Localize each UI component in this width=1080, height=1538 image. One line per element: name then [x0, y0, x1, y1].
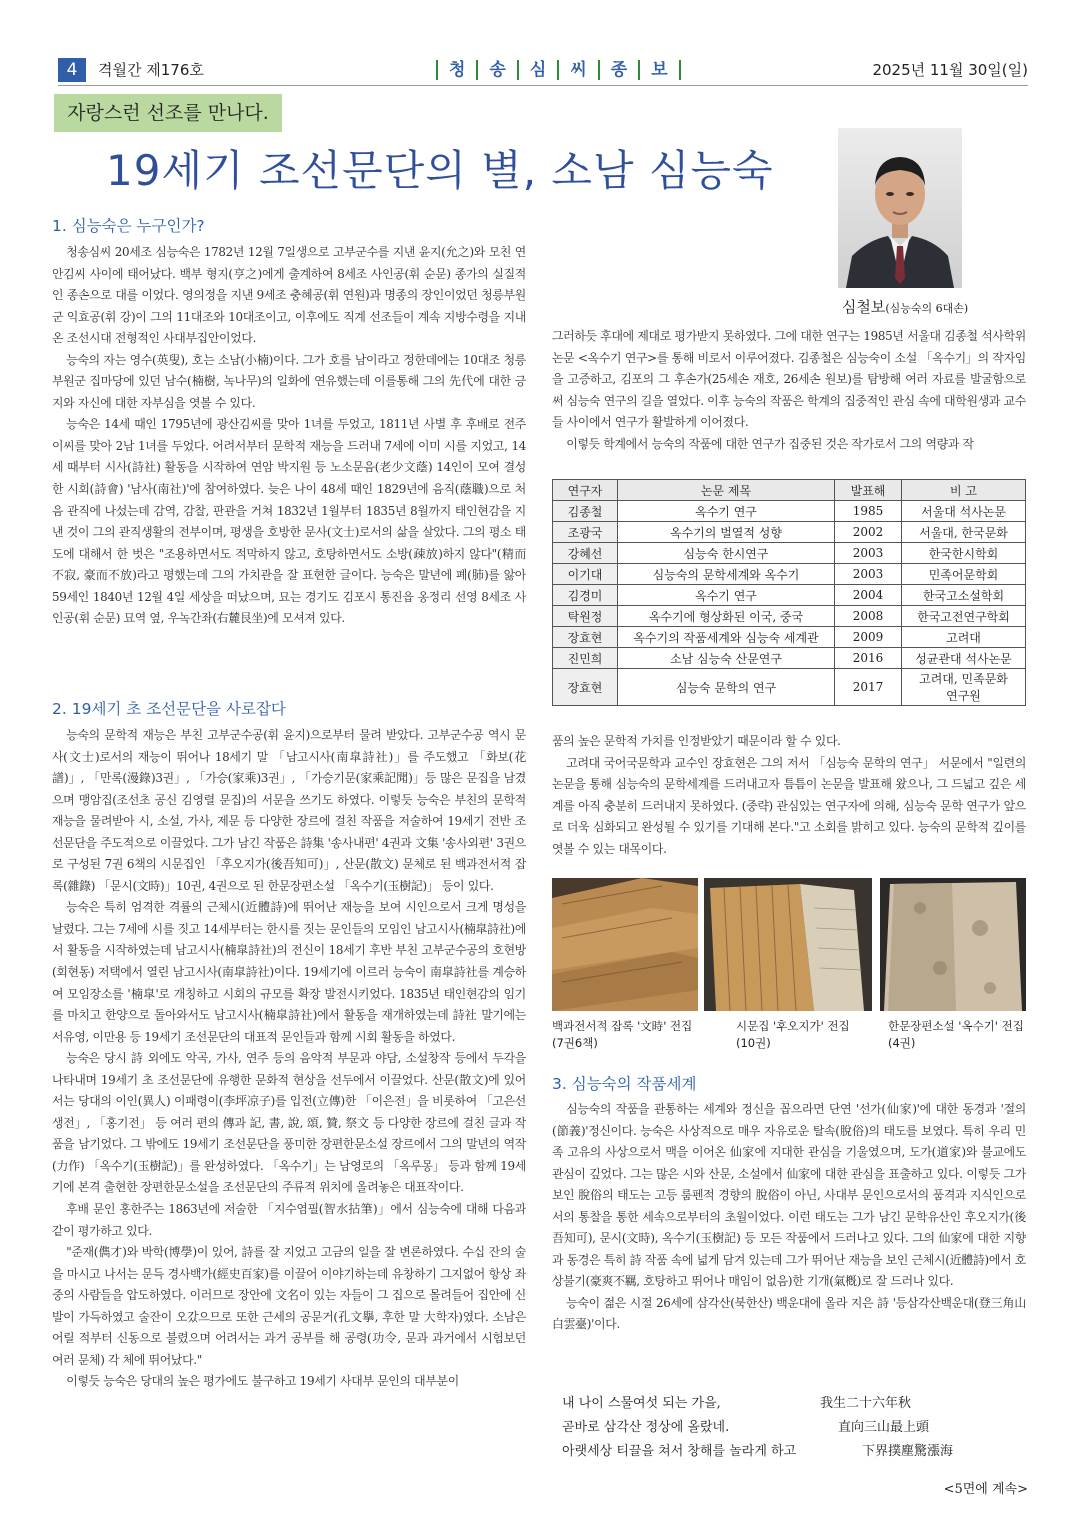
- research-table: [552, 479, 1026, 706]
- table-cell: 옥수기 연구: [618, 585, 835, 606]
- section-2-body: [52, 725, 526, 1393]
- table-row: [553, 543, 1026, 564]
- table-cell: 고려대, 민족문화연구원: [902, 669, 1026, 706]
- table-cell: 조광국: [553, 522, 618, 543]
- table-cell: 탁원정: [553, 606, 618, 627]
- page-header: [58, 58, 1028, 84]
- masthead-char: 심: [517, 60, 557, 80]
- table-cell: 심능숙의 문학세계와 옥수기: [618, 564, 835, 585]
- paragraph: 능숙은 특히 엄격한 격률의 근체시(近體詩)에 뛰어난 재능을 보여 시인으로서 크게 명성을 날렸다. 그는 7세에 시를 짓고 14세부터는 한시를 짓는 문인들의 모임인 남고시사(楠皐詩社)에서 활동을 시작하였는데 남고시사(楠皐詩社)의 전신이 18세기 후반 부친 고부군수공의 호현방(회현동) 저택에서 열린 남고시사(南皐詩社)이다. 19세기에 이르러 능숙이 南皐詩社를 계승하여 모임장소를 '楠皐'로 개칭하고 시회의 규모를 확장 발전시키었다. 1835년 태인현감의 임기를 마치고 한양으로 돌아와서도 남고시사(楠皐詩社)에서 활동을 재개하였는데 詩社 말기에는 서유영, 이만용 등 19세기 조선문단의 대표적 문인들과 함께 시회 활동을 하였다.: [52, 900, 526, 1044]
- masthead-char: 청: [436, 60, 476, 80]
- table-header: 연구자: [553, 480, 618, 501]
- table-cell: 장효현: [553, 627, 618, 648]
- paragraph: 이렇듯 능숙은 당대의 높은 평가에도 불구하고 19세기 사대부 문인의 대부분이: [66, 1374, 459, 1389]
- photo-caption: 백과전서적 잡록 '文時' 전집 (7권6책): [552, 1019, 693, 1050]
- continued-note: <5면에 계속>: [943, 1482, 1028, 1497]
- table-cell: 고려대: [902, 627, 1026, 648]
- author-photo: [838, 128, 962, 288]
- left-column: [52, 214, 526, 1494]
- poem-line: 下界撲塵驚漲海: [862, 1444, 954, 1459]
- table-cell: 2009: [835, 627, 902, 648]
- table-cell: 옥수기 연구: [618, 501, 835, 522]
- table-cell: 2003: [835, 543, 902, 564]
- table-cell: 이기대: [553, 564, 618, 585]
- author-caption: [820, 296, 990, 317]
- section-3-title: 3. 심능숙의 작품세계: [552, 1075, 697, 1093]
- photo-caption: 한문장편소설 '옥수기' 전집(4권): [888, 1019, 1024, 1050]
- quote-paragraph: "준재(儁才)와 박학(博學)이 있어, 詩를 잘 지었고 고금의 일을 잘 변론하였다. 수십 잔의 술을 마시고 나서는 문득 경사백가(經史百家)를 이끌어 이야기하는데 유창하기 그지없어 항상 좌중의 사람들을 압도하였다. 이러므로 장안에 文名이 있는 자들이 그 집으로 몰려들어 집안에 신발이 가득하였고 술잔이 오갔으므로 또한 근세의 공문거(孔文擧, 후한 말 大학자)였다. 소남은 어릴 적부터 신동으로 불렸으며 어려서는 과거 공부를 해 공령(功令, 문과 과거에서 시험보던 여러 문체) 각 체에 뛰어났다.": [52, 1245, 526, 1367]
- book-photo-2: [704, 878, 872, 1011]
- table-cell: 2017: [835, 669, 902, 706]
- paragraph: 능숙이 젊은 시절 26세에 삼각산(북한산) 백운대에 올라 지은 詩 '등삼각산백운대(登三角山白雲臺)'이다.: [552, 1295, 1026, 1332]
- paragraph: 능숙의 자는 영수(英叟), 호는 소남(小楠)이다. 그가 호를 남이라고 정한데에는 10대조 청릉부원군 집마당에 있던 남수(楠樹, 녹나무)의 일화에 연유했는데 이를통해 그의 先代에 대한 긍지와 자신에 대한 자부심을 엿볼 수 있다.: [52, 352, 526, 410]
- table-cell: 2003: [835, 564, 902, 585]
- table-row: [553, 606, 1026, 627]
- paragraph: 품의 높은 문학적 가치를 인정받았기 때문이라 할 수 있다.: [552, 734, 841, 748]
- table-cell: 소남 심능숙 산문연구: [618, 648, 835, 669]
- paragraph: 심능숙의 작품을 관통하는 세계와 정신을 꼽으라면 단연 '선가(仙家)'에 대한 동경과 '절의(節義)'정신이다. 능숙은 사상적으로 매우 자유로운 탈속(脫俗)의 태도를 보였다. 특히 우리 민족 고유의 사상으로서 맥을 이어온 仙家에 지대한 관심을 기울였으며, 도가(道家)와 불교에도 관심이 깊었다. 그는 많은 시와 산문, 소설에서 仙家에 대한 관심을 표출하고 있다. 이렇듯 그가 보인 脫俗의 태도는 고등 룸펜적 경향의 脫俗이 아닌, 사대부 문인으로서의 품격과 지식인으로서의 통찰을 통한 세속으로부터의 초월이었다. 이런 태도는 그가 남긴 문학유산인 후오지가(後吾知可), 문시(文時), 옥수기(玉樹記) 등 모든 작품에서 드러나고 있다. 그의 仙家에 대한 지향과 동경은 특히 詩 작품 속에 넓게 담겨 있는데 그가 뛰어난 재능을 보인 근체시(近體詩)에서 호상불기(豪爽不羈, 호탕하고 뛰어나 매임이 없음)한 기개(氣槪)로 잘 드러나 있다.: [552, 1102, 1026, 1289]
- section-1-title: 1. 심능숙은 누구인가?: [52, 217, 205, 235]
- masthead-char: 송: [476, 60, 516, 80]
- masthead: [436, 58, 681, 82]
- page-number: 4: [58, 58, 86, 82]
- headline: 19세기 조선문단의 별, 소남 심능숙: [106, 146, 774, 195]
- table-cell: 2002: [835, 522, 902, 543]
- book-photo-1: [552, 878, 698, 1011]
- table-row: [553, 501, 1026, 522]
- table-cell: 서울대, 한국문화: [902, 522, 1026, 543]
- table-row: [553, 522, 1026, 543]
- right-column-top: [552, 326, 1026, 466]
- table-cell: 심능숙 문학의 연구: [618, 669, 835, 706]
- paragraph: 고려대 국어국문학과 교수인 장효현은 그의 저서 「심능숙 문학의 연구」 서문에서 "일련의 논문을 통해 심능숙의 문학세계를 드러내고자 틈틈이 논문을 발표해 왔으나, 그 드넓고 깊은 세계를 아직 충분히 드러내지 못하였다. (중략) 관심있는 연구자에 의해, 심능숙 문학 연구가 앞으로 더욱 심화되고 완성될 수 있기를 기대해 본다."고 소회를 밝히고 있다. 능숙의 문학적 깊이를 엿볼 수 있는 대목이다.: [552, 755, 1026, 856]
- table-row: [553, 585, 1026, 606]
- masthead-divider: [679, 60, 681, 80]
- table-header: 논문 제목: [618, 480, 835, 501]
- photo-caption: 시문집 '후오지가' 전집(10권): [736, 1019, 850, 1050]
- series-banner: 자랑스런 선조를 만나다.: [54, 94, 282, 132]
- header-rule: [58, 85, 1028, 86]
- table-cell: 2016: [835, 648, 902, 669]
- masthead-char: 씨: [557, 60, 597, 80]
- table-header-row: [553, 480, 1026, 501]
- paragraph: 후배 문인 홍한주는 1863년에 저술한 「지수염필(智水拈筆)」에서 심능숙에 대해 다음과 같이 평가하고 있다.: [52, 1202, 526, 1238]
- table-cell: 2008: [835, 606, 902, 627]
- table-header: 발표해: [835, 480, 902, 501]
- book-photo-3: [880, 878, 1026, 1011]
- table-row: [553, 627, 1026, 648]
- poem-line: 곧바로 삼각산 정상에 올랐네.: [562, 1420, 730, 1435]
- table-cell: 진민희: [553, 648, 618, 669]
- section-3-body: [552, 1099, 1026, 1373]
- author-name: 심철보: [841, 298, 886, 316]
- table-row: [553, 648, 1026, 669]
- right-column-mid: [552, 731, 1026, 871]
- poem-hanja: [820, 1392, 953, 1464]
- table-cell: 2004: [835, 585, 902, 606]
- table-cell: 옥수기의 벌열적 성향: [618, 522, 835, 543]
- poem-line: 아랫세상 티끌을 쳐서 창해를 놀라게 하고: [562, 1444, 797, 1459]
- table-cell: 강혜선: [553, 543, 618, 564]
- table-cell: 장효현: [553, 669, 618, 706]
- table-cell: 옥수기에 형상화된 이국, 중국: [618, 606, 835, 627]
- paragraph: 능숙은 14세 때인 1795년에 광산김씨를 맞아 1녀를 두었고, 1811년 사별 후 후배로 전주이씨를 맞아 2남 1녀를 두었다. 어려서부터 문학적 재능을 드러내 7세에 이미 시를 지었고, 14세 때부터 시사(詩社) 활동을 시작하여 연암 박지원 등 노소문음(老少文蔭) 14인이 모여 결성한 시회(詩會) '남사(南社)'에 참여하였다. 늦은 나이 48세 때인 1829년에 음직(蔭職)으로 처음 관직에 나섰는데 감역, 감찰, 판관을 거쳐 1832년 1월부터 1835년 8월까지 태인현감을 지낸 것이 그의 관직생활의 전부이며, 평생을 호방한 문사(文士)로서의 삶을 살았다. 그의 평소 태도에 대해서 한 벗은 "조용하면서도 적막하지 않고, 호탕하면서도 소방(疎放)하지 않다"(精而不寂, 豪而不放)라고 평했는데 그의 가치관을 잘 표현한 글이다. 능숙은 말년에 폐(肺)를 앓아 59세인 1840년 12월 4일 세상을 떠났으며, 묘는 경기도 김포시 통진읍 옹정리 선영 8세조 사인공(휘 순문) 묘역 옆, 우녹간좌(右麓艮坐)에 모셔져 있다.: [52, 417, 526, 626]
- section-1-body: [52, 242, 526, 630]
- poem-korean: [562, 1392, 796, 1464]
- table-cell: 성균관대 석사논문: [902, 648, 1026, 669]
- table-cell: 한국한시학회: [902, 543, 1026, 564]
- author-note: (심능숙의 6대손): [885, 302, 969, 315]
- poem-line: 我生二十六年秋: [820, 1396, 912, 1411]
- table-cell: 1985: [835, 501, 902, 522]
- table-header: 비 고: [902, 480, 1026, 501]
- paragraph: 그러하듯 후대에 제대로 평가받지 못하였다. 그에 대한 연구는 1985년 서울대 김종철 석사학위논문 <옥수기 연구>를 통해 비로서 이루어졌다. 김종철은 심능숙이 소설 「옥수기」의 작자임을 고증하고, 김포의 그 후손가(25세손 재호, 26세손 원보)를 탐방해 여러 자료를 발굴함으로써 심능숙 연구의 길을 열었다. 이후 능숙의 작품은 학계의 집중적인 관심 속에 대학원생과 교수들 사이에서 연구가 활발하게 이어졌다.: [552, 329, 1026, 430]
- table-row: [553, 564, 1026, 585]
- paragraph: 이렇듯 학계에서 능숙의 작품에 대한 연구가 집중된 것은 작가로서 그의 역량과 작: [566, 436, 974, 451]
- table-row: [553, 669, 1026, 706]
- table-cell: 한국고소설학회: [902, 585, 1026, 606]
- paragraph: 능숙의 문학적 재능은 부친 고부군수공(휘 윤지)으로부터 물려 받았다. 고부군수공 역시 문사(文士)로서의 재능이 뛰어나 18세기 말 「남고시사(南皐詩社)」를 주도했고 「화보(花譜)」, 「만록(漫錄)3권」, 「가승(家乘)3권」, 「가승기문(家乘記聞)」등 많은 문집을 남겼으며 맹암집(조선초 공신 김영렬 문집)의 서문을 쓰기도 하였다. 이렇듯 능숙은 부친의 문학적 재능을 물려받아 시, 소설, 가사, 제문 등 다양한 장르에 걸친 작품을 저술하여 19세기 전반 조선문단을 주도적으로 이끌었다. 그가 남긴 작품은 詩集 '송사내편' 4권과 文集 '송사외편' 3권으로 구성된 7권 6책의 시문집인 「후오지가(後吾知可)」, 산문(散文) 문체로 된 백과전서적 잡록(雜錄) 「문시(文時)」10권, 4권으로 된 한문장편소설 「옥수기(玉樹記)」 등이 있다.: [52, 728, 526, 893]
- issue-date: 2025년 11월 30일(일): [872, 61, 1028, 79]
- masthead-char: 보: [638, 60, 678, 80]
- table-cell: 서울대 석사논문: [902, 501, 1026, 522]
- paragraph: 능숙은 당시 詩 외에도 악곡, 가사, 연주 등의 음악적 부문과 야담, 소설창작 등에서 두각을 나타내며 19세기 초 조선문단에 유행한 문화적 현상을 선두에서 이끌었다. 산문(散文)에 있어서는 당대의 이인(異人) 이패령이(李坪凉子)를 입전(立傳)한 「이은전」을 비롯하여 「고은선생전」, 「홍기전」 등 여러 편의 傳과 記, 書, 說, 頌, 贊, 祭文 등 다양한 장르에 걸친 글과 작품을 남기었다. 그 밖에도 19세기 조선문단을 풍미한 장편한문소설 장르에서 그의 말년의 역작(力作) 「옥수기(玉樹記)」를 완성하였다. 「옥수기」는 남영로의 「옥루몽」 등과 함께 19세기에 본격 출현한 장편한문소설을 조선문단의 주류적 위치에 올려놓은 대표작이다.: [52, 1051, 526, 1195]
- table-cell: 옥수기의 작품세계와 심능숙 세계관: [618, 627, 835, 648]
- section-2-title: 2. 19세기 초 조선문단을 사로잡다: [52, 700, 286, 718]
- paragraph: 청송심씨 20세조 심능숙은 1782년 12월 7일생으로 고부군수를 지낸 윤지(允之)와 모친 연안김씨 사이에 태어났다. 백부 형지(亨之)에게 출계하여 8세조 사인공(휘 순문) 종가의 실질적인 종손으로 대를 이었다. 영의정을 지낸 9세조 충혜공(휘 연원)과 명종의 장인이었던 청릉부원군 익효공(휘 강)이 그의 11대조와 10대조이고, 이후에도 직계 선조들이 계속 지방수령을 지내온 조선시대 전형적인 사대부집안이었다.: [52, 245, 526, 346]
- issue-label: 격월간 제176호: [98, 61, 204, 79]
- table-cell: 김종철: [553, 501, 618, 522]
- table-cell: 김경미: [553, 585, 618, 606]
- table-cell: 민족어문학회: [902, 564, 1026, 585]
- table-cell: 심능숙 한시연구: [618, 543, 835, 564]
- table-cell: 한국고전연구학회: [902, 606, 1026, 627]
- masthead-char: 종: [598, 60, 638, 80]
- poem-line: 내 나이 스물여섯 되는 가을,: [562, 1396, 721, 1411]
- poem-line: 直向三山最上頭: [838, 1420, 930, 1435]
